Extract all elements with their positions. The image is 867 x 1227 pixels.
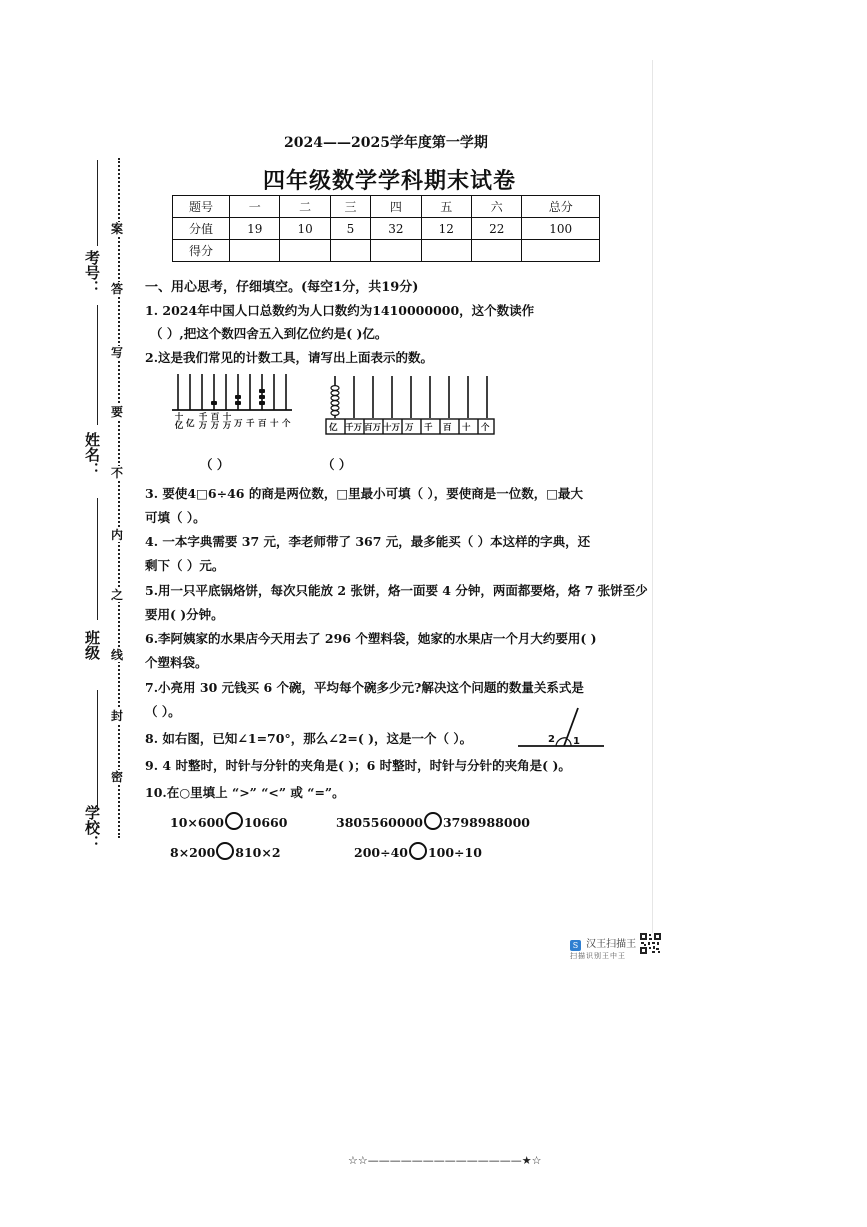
abacus-place-label: 十亿 — [173, 412, 183, 429]
angle-1-label: 1 — [573, 736, 580, 747]
compare-circle[interactable] — [225, 812, 243, 830]
abacus-place-label: 千 — [424, 423, 433, 433]
abacus-place-label: 千万 — [197, 412, 207, 429]
table-cell: 题号 — [173, 196, 230, 218]
score-input-cell[interactable] — [280, 240, 330, 262]
table-cell: 10 — [280, 218, 330, 240]
question-4-line1: 4. 一本字典需要 37 元，李老师带了 367 元，最多能买（ ）本这样的字典，还 — [145, 534, 591, 549]
gutter-label-class: 班级 — [83, 630, 101, 660]
gutter-rule — [97, 498, 110, 620]
abacus-place-label: 亿 — [329, 423, 338, 433]
question-2: 2.这是我们常见的计数工具，请写出上面表示的数。 — [145, 350, 434, 365]
seal-char: 要 — [111, 405, 124, 419]
table-cell: 一 — [230, 196, 280, 218]
school-year-title: 2024——2025学年度第一学期 — [284, 135, 488, 151]
abacus-place-label: 个 — [282, 419, 291, 429]
compare-right: 100÷10 — [427, 845, 482, 860]
question-6-line1: 6.李阿姨家的水果店今天用去了 296 个塑料袋，她家的水果店一个月大约要用( ) — [145, 631, 597, 646]
score-table — [172, 195, 600, 262]
question-1-line1: 1. 2024年中国人口总数约为人口数约为1410000000，这个数读作 — [145, 303, 535, 318]
compare-left: 3805560000 — [336, 815, 423, 830]
table-cell: 四 — [371, 196, 421, 218]
compare-left: 10×600 — [170, 815, 224, 830]
scanner-logo-icon: S — [570, 940, 581, 951]
footer-decoration: ☆☆——————————————★☆ — [348, 1154, 542, 1167]
compare-right: 810×2 — [235, 845, 281, 860]
gutter-label-name: 姓名： — [83, 432, 101, 477]
seal-char: 密 — [111, 770, 124, 784]
seal-char: 写 — [111, 346, 124, 360]
abacus-1-labels — [172, 412, 296, 436]
table-cell: 22 — [472, 218, 522, 240]
page-edge-divider — [652, 60, 653, 950]
abacus-1-answer[interactable]: （ ） — [200, 457, 230, 472]
table-cell: 12 — [421, 218, 471, 240]
compare-left: 8×200 — [170, 845, 216, 860]
table-row — [173, 240, 600, 262]
compare-item-1 — [170, 812, 287, 830]
abacus-place-label: 百 — [258, 419, 267, 429]
table-cell: 五 — [421, 196, 471, 218]
section-heading: 一、用心思考，仔细填空。(每空1分，共19分) — [145, 280, 419, 295]
table-cell: 分值 — [173, 218, 230, 240]
gutter-rule — [97, 305, 110, 425]
question-1-line2: （ ）,把这个数四舍五入到亿位约是( )亿。 — [150, 326, 388, 341]
score-input-cell[interactable] — [371, 240, 421, 262]
abacus-place-label: 十 — [462, 423, 471, 433]
table-row — [173, 218, 600, 240]
seal-char: 之 — [111, 588, 124, 602]
compare-circle[interactable] — [424, 812, 442, 830]
gutter-label-exam-number: 考号： — [83, 250, 101, 295]
gutter-rule — [97, 160, 110, 246]
table-cell: 32 — [371, 218, 421, 240]
seal-char: 不 — [111, 466, 124, 480]
compare-item-2 — [336, 812, 530, 830]
score-input-cell[interactable] — [230, 240, 280, 262]
abacus-place-label: 千 — [246, 419, 255, 429]
score-input-cell[interactable] — [472, 240, 522, 262]
abacus-place-label: 亿 — [186, 419, 195, 429]
compare-item-4 — [354, 842, 482, 860]
question-9: 9. 4 时整时，时针与分针的夹角是( )；6 时整时，时针与分针的夹角是( )。 — [145, 758, 571, 773]
angle-figure — [516, 704, 606, 750]
question-6-line2: 个塑料袋。 — [145, 655, 208, 670]
abacus-place-label: 个 — [481, 423, 490, 433]
table-cell: 二 — [280, 196, 330, 218]
question-8: 8. 如右图，已知∠1=70°，那么∠2=( )，这是一个（ ）。 — [145, 731, 473, 746]
table-cell: 100 — [522, 218, 600, 240]
question-3-line1: 3. 要使4□6÷46 的商是两位数，□里最小可填（ ），要使商是一位数，□最大 — [145, 486, 584, 501]
question-5-line1: 5.用一只平底锅烙饼，每次只能放 2 张饼，烙一面要 4 分钟，两面都要烙，烙 7 张饼至少 — [145, 583, 648, 598]
question-5-line2: 要用( )分钟。 — [145, 607, 224, 622]
table-cell: 19 — [230, 218, 280, 240]
gutter-rule — [97, 690, 110, 808]
abacus-2-answer[interactable]: （ ） — [322, 457, 352, 472]
abacus-place-label: 百 — [443, 423, 452, 433]
question-7-line1: 7.小亮用 30 元钱买 6 个碗，平均每个碗多少元?解决这个问题的数量关系式是 — [145, 680, 584, 695]
scanner-watermark — [570, 932, 636, 961]
abacus-place-label: 千万 — [345, 423, 363, 433]
question-3-line2: 可填（ ）。 — [145, 510, 206, 525]
seal-char: 内 — [111, 528, 124, 542]
abacus-place-label: 百万 — [209, 412, 219, 429]
abacus-place-label: 十万 — [221, 412, 231, 429]
exam-title: 四年级数学学科期末试卷 — [263, 168, 517, 194]
question-4-line2: 剩下（ ）元。 — [145, 558, 225, 573]
table-cell: 六 — [472, 196, 522, 218]
angle-2-label: 2 — [548, 734, 555, 745]
binding-dotted-line — [118, 158, 120, 838]
question-7-line2: （ ）。 — [145, 704, 181, 719]
qr-code-icon — [640, 933, 661, 954]
table-cell: 5 — [330, 218, 370, 240]
seal-char: 线 — [111, 648, 124, 662]
abacus-2-labels — [326, 421, 494, 435]
abacus-place-label: 万 — [405, 423, 414, 433]
compare-right: 3798988000 — [442, 815, 530, 830]
question-10: 10.在○里填上 “>” “<” 或 “=”。 — [145, 785, 345, 800]
compare-right: 10660 — [243, 815, 288, 830]
gutter-label-school: 学校： — [83, 805, 101, 850]
seal-char: 案 — [111, 222, 124, 236]
table-cell: 总分 — [522, 196, 600, 218]
abacus-place-label: 百万 — [364, 423, 382, 433]
seal-char: 答 — [111, 282, 124, 296]
scanner-name: 汉王扫描王 — [586, 939, 637, 950]
compare-circle[interactable] — [216, 842, 234, 860]
compare-left: 200÷40 — [354, 845, 408, 860]
abacus-place-label: 十 — [270, 419, 279, 429]
compare-item-3 — [170, 842, 281, 860]
table-cell: 得分 — [173, 240, 230, 262]
score-input-cell[interactable] — [330, 240, 370, 262]
scanner-tagline: 扫描识别王中王 — [570, 952, 626, 960]
compare-circle[interactable] — [409, 842, 427, 860]
abacus-place-label: 万 — [234, 419, 243, 429]
abacus-place-label: 十万 — [383, 423, 401, 433]
score-input-cell[interactable] — [522, 240, 600, 262]
seal-char: 封 — [111, 709, 124, 723]
table-row — [173, 196, 600, 218]
score-input-cell[interactable] — [421, 240, 471, 262]
table-cell: 三 — [330, 196, 370, 218]
